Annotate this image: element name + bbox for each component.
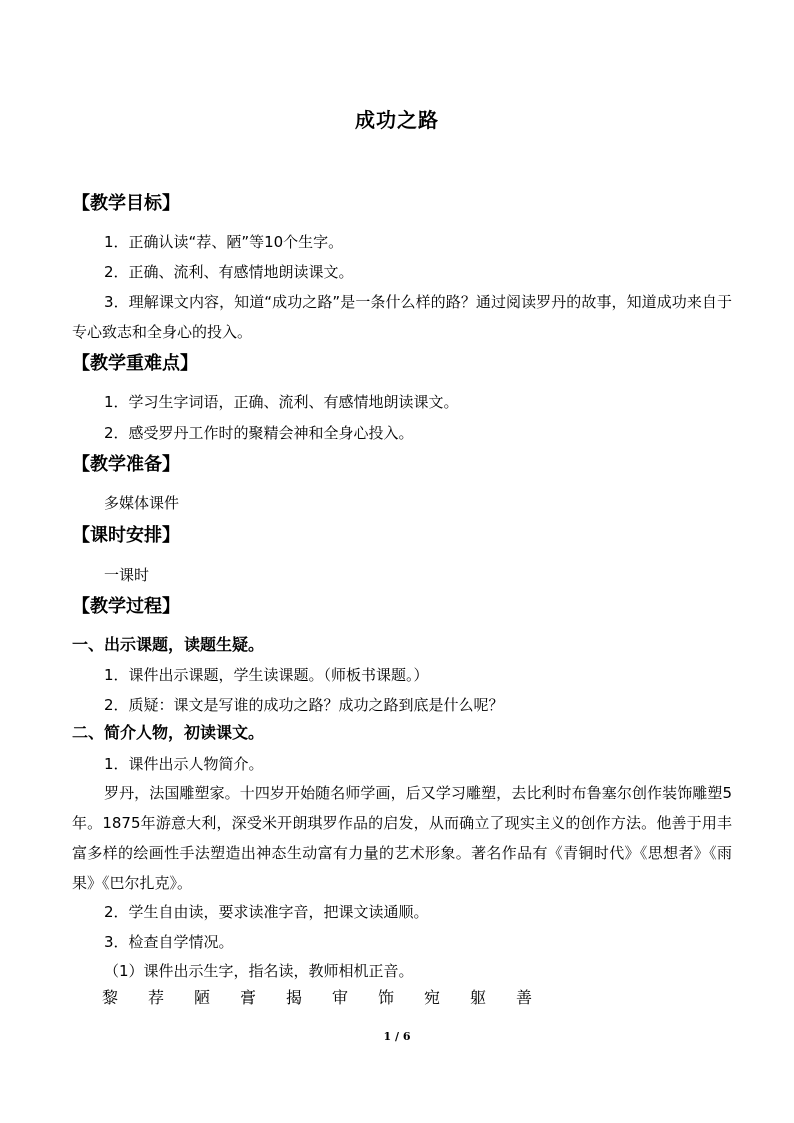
character: 膏 xyxy=(240,988,257,1007)
heading-schedule: 【课时安排】 xyxy=(72,525,180,546)
objective-item: 1．正确认读“荐、陋”等10个生字。 xyxy=(104,233,344,251)
heading-preparation: 【教学准备】 xyxy=(72,454,180,475)
key-point-item: 2．感受罗丹工作时的聚精会神和全身心投入。 xyxy=(104,424,414,442)
new-characters-list xyxy=(102,986,562,1010)
process-subitem: （1）课件出示生字，指名读，教师相机正音。 xyxy=(104,962,414,980)
character: 躯 xyxy=(470,988,487,1007)
preparation-text: 多媒体课件 xyxy=(104,494,180,512)
character: 审 xyxy=(332,988,349,1007)
objective-item: 2．正确、流利、有感情地朗读课文。 xyxy=(104,263,354,281)
page-number: 1 / 6 xyxy=(383,1030,411,1043)
rodin-bio-paragraph: 罗丹，法国雕塑家。十四岁开始随名师学画，后又学习雕塑，去比利时布鲁塞尔创作装饰雕塑5年。1875年游意大利，深受米开朗琪罗作品的启发，从而确立了现实主义的创作方法。他善于用丰富多样的绘画性手法塑造出神态生动富有力量的艺术形象。著名作品有《青铜时代》《思想者》《雨果》《巴尔扎克》。 xyxy=(72,784,732,892)
process-part1-title: 一、出示课题，读题生疑。 xyxy=(72,635,265,654)
heading-process: 【教学过程】 xyxy=(72,596,180,617)
heading-objectives: 【教学目标】 xyxy=(72,193,180,214)
character: 荐 xyxy=(148,988,165,1007)
character: 陋 xyxy=(194,988,211,1007)
character: 黎 xyxy=(102,988,119,1007)
character: 揭 xyxy=(286,988,303,1007)
process-item: 1．课件出示课题，学生读课题。（师板书课题。） xyxy=(104,666,429,684)
objective-item: 3．理解课文内容，知道“成功之路”是一条什么样的路？通过阅读罗丹的故事，知道成功来自于专心致志和全身心的投入。 xyxy=(72,293,732,341)
process-part2-title: 二、简介人物，初读课文。 xyxy=(72,723,265,742)
character: 善 xyxy=(516,988,533,1007)
process-item: 3．检查自学情况。 xyxy=(104,933,234,951)
key-point-item: 1．学习生字词语，正确、流利、有感情地朗读课文。 xyxy=(104,393,459,411)
schedule-text: 一课时 xyxy=(104,566,150,584)
character: 饰 xyxy=(378,988,395,1007)
process-item: 2．质疑：课文是写谁的成功之路？成功之路到底是什么呢？ xyxy=(104,696,504,714)
heading-key-points: 【教学重难点】 xyxy=(72,353,198,374)
process-item: 1．课件出示人物简介。 xyxy=(104,755,264,773)
character: 宛 xyxy=(424,988,441,1007)
process-item: 2．学生自由读，要求读准字音，把课文读通顺。 xyxy=(104,903,429,921)
page-title: 成功之路 xyxy=(355,108,439,132)
